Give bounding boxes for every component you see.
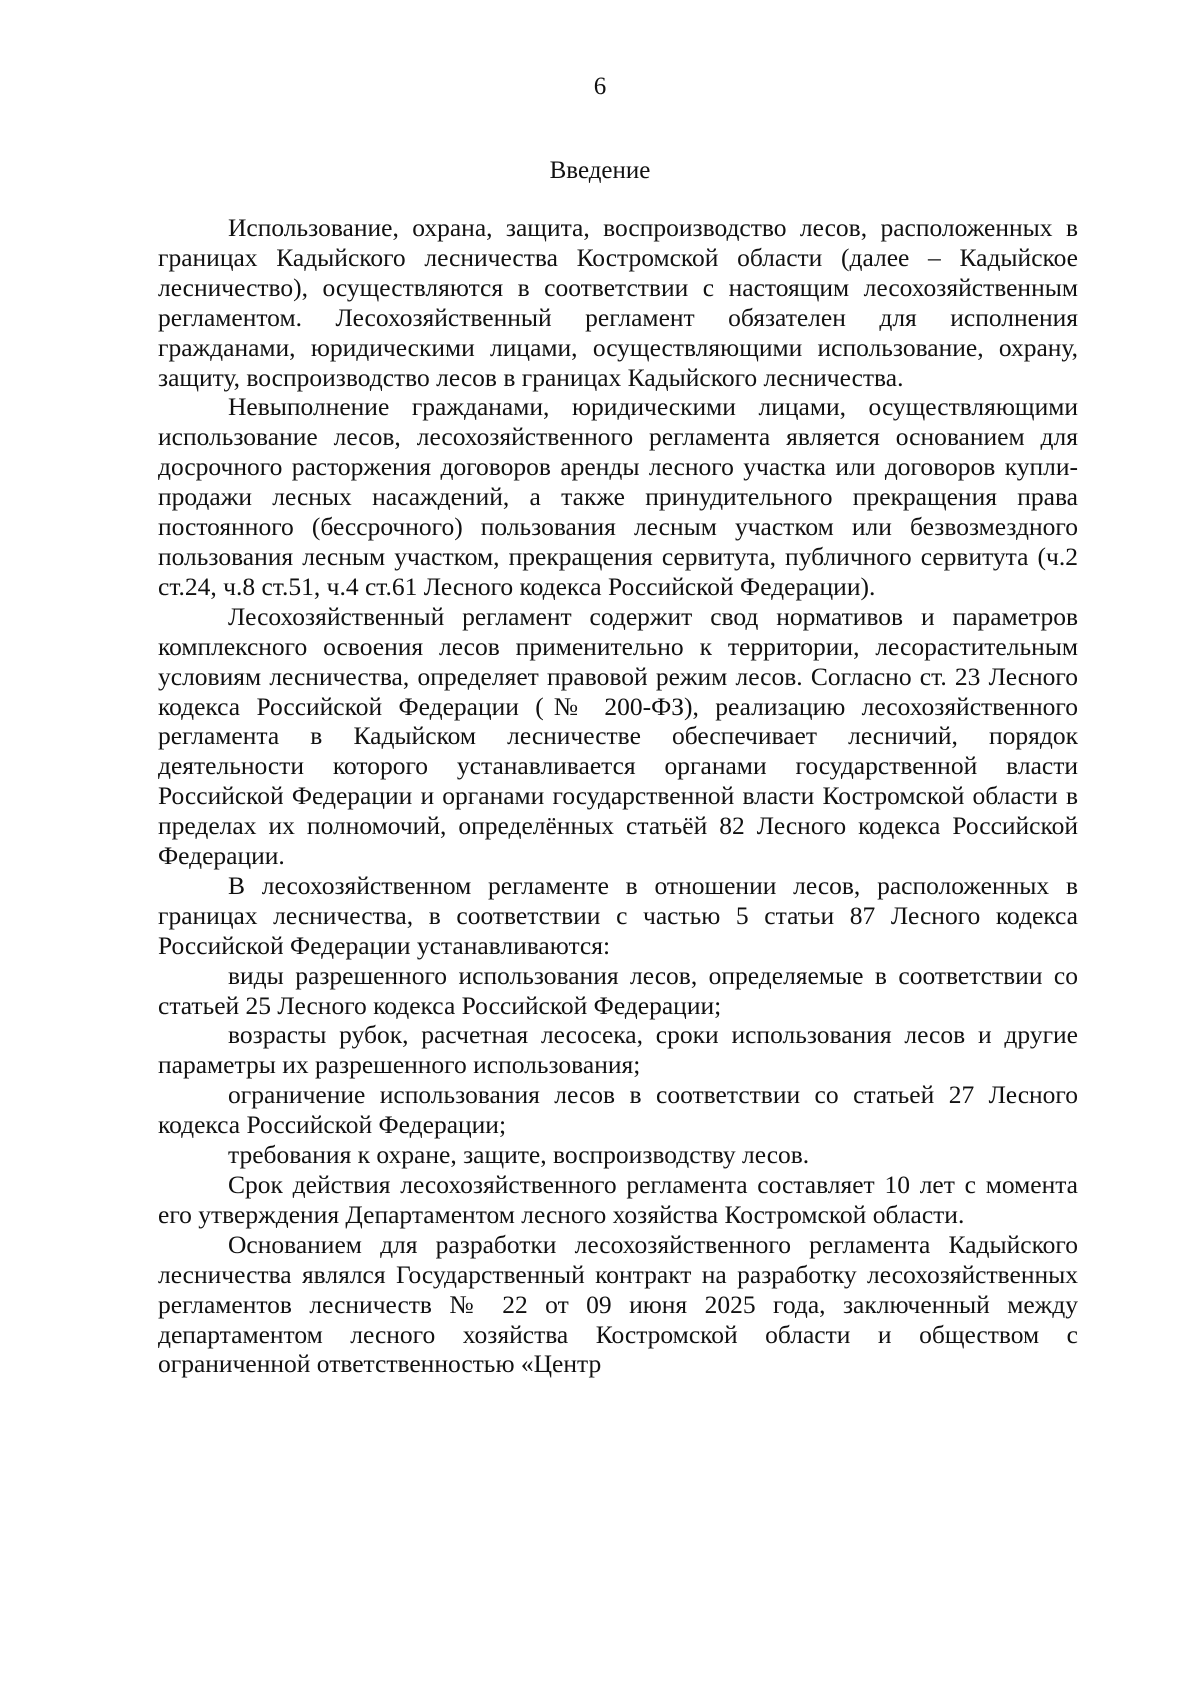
paragraph-2: Невыполнение гражданами, юридическими лицами, осуществляющими использование лесов, лесохозяйственного регламента является основанием для досрочного расторжения договоров аренды лесного участка или договоров купли-продажи лесных насаждений, а также принудительного прекращения права постоянного (бессрочного) пользования лесным участком или безвозмездного пользования лесным участком, прекращения сервитута, публичного сервитута (ч.2 ст.24, ч.8 ст.51, ч.4 ст.61 Лесного кодекса Российской Федерации).	[158, 392, 1078, 601]
list-item-restrictions: ограничение использования лесов в соответствии со статьей 27 Лесного кодекса Российской Федерации;	[158, 1080, 1078, 1140]
paragraph-basis: Основанием для разработки лесохозяйственного регламента Кадыйского лесничества являлся Государственный контракт на разработку лесохозяйственных регламентов лесничеств № 22 от 09 июня 2025 года, заключенный между департаментом лесного хозяйства Костромской области и обществом с ограниченной ответственностью «Центр	[158, 1229, 1078, 1379]
list-item-protection: требования к охране, защите, воспроизводству лесов.	[228, 1140, 810, 1170]
paragraph-3: Лесохозяйственный регламент содержит свод нормативов и параметров комплексного освоения лесов применительно к территории, лесорастительным условиям лесничества, определяет правовой режим лесов. Согласно ст. 23 Лесного кодекса Российской Федерации (№ 200-ФЗ), реализацию лесохозяйственного регламента в Кадыйском лесничестве обеспечивает лесничий, порядок деятельности которого устанавливается органами государственной власти Российской Федерации и органами государственной власти Костромской области в пределах их полномочий, определённых статьёй 82 Лесного кодекса Российской Федерации.	[158, 601, 1078, 871]
paragraph-term: Срок действия лесохозяйственного регламента составляет 10 лет с момента его утверждения Департаментом лесного хозяйства Костромской области.	[158, 1170, 1078, 1229]
page-number: 6	[593, 73, 607, 100]
list-item-uses: виды разрешенного использования лесов, определяемые в соответствии со статьей 25 Лесного кодекса Российской Федерации;	[158, 960, 1078, 1020]
paragraph-1: Использование, охрана, защита, воспроизводство лесов, расположенных в границах Кадыйского лесничества Костромской области (далее – Кадыйское лесничество), осуществляются в соответствии с настоящим лесохозяйственным регламентом. Лесохозяйственный регламент обязателен для исполнения гражданами, юридическими лицами, осуществляющими использование, охрану, защиту, воспроизводство лесов в границах Кадыйского лесничества.	[158, 213, 1078, 392]
list-item-parameters: возрасты рубок, расчетная лесосека, сроки использования лесов и другие параметры их разрешенного использования;	[158, 1020, 1078, 1080]
body-text	[158, 213, 1078, 1379]
section-title: Введение	[549, 157, 651, 184]
paragraph-4: В лесохозяйственном регламенте в отношении лесов, расположенных в границах лесничества, в соответствии с частью 5 статьи 87 Лесного кодекса Российской Федерации устанавливаются:	[158, 870, 1078, 960]
